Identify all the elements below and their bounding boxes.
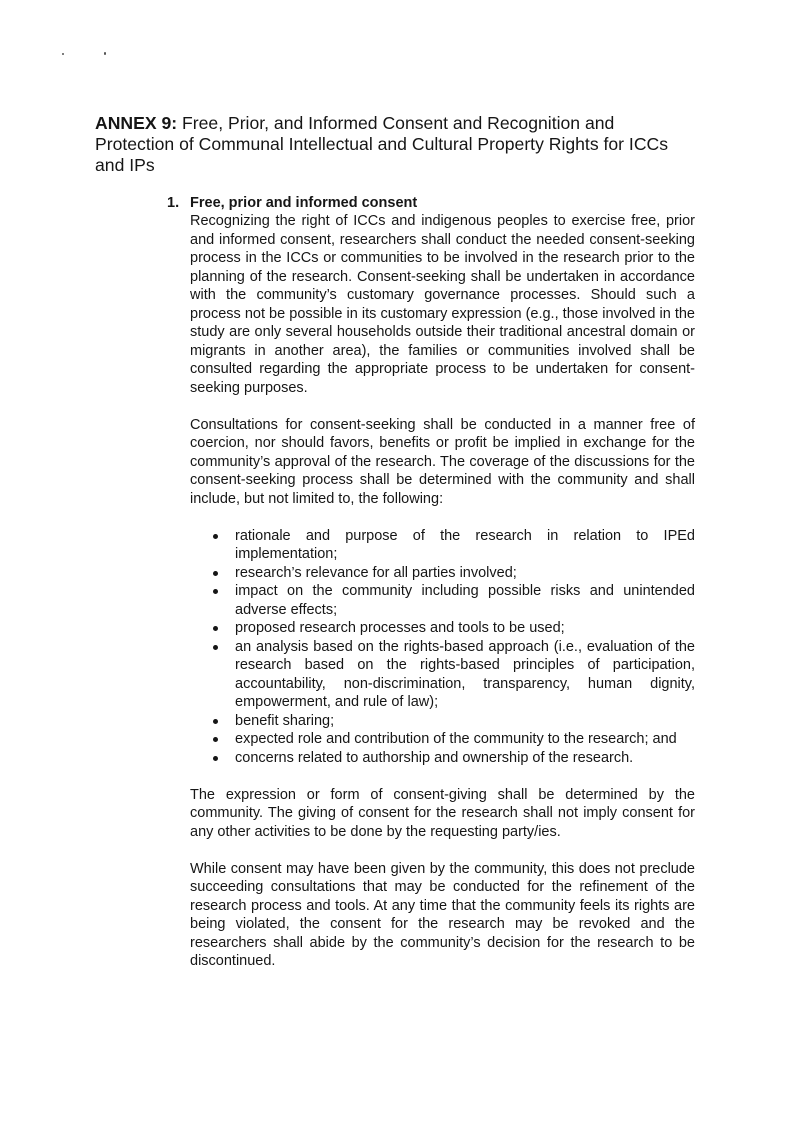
coverage-list [213,527,695,768]
bullet-icon [213,589,218,594]
section-body [190,212,695,971]
paragraph-consultations: Consultations for consent-seeking shall be conducted in a manner free of coercion, nor should favors, benefits or profit be implied in exchange for the community’s approval of the research. The coverage of the discussions for the consent-seeking process shall be determined with the community and shall include, but not limited to, the following: [190,416,695,507]
list-item: rationale and purpose of the research in relation to IPEd implementation; [213,527,695,564]
paragraph-consent-right: Recognizing the right of ICCs and indigenous peoples to exercise free, prior and informed consent, researchers shall conduct the needed consent-seeking process in the ICCs or communities to be involved in the research prior to the planning of the research. Consent-seeking shall be undertaken in accordance with the community’s customary governance processes. Should such a process not be possible in its customary expression (e.g., those involved in the study are only several households outside their traditional ancestral domain or migrants in another area), the families or communities involved shall be consulted regarding the appropriate process to be undertaken for consent-seeking purposes. [190,213,695,396]
section-heading [167,194,695,212]
scan-marks [58,46,118,60]
list-item: proposed research processes and tools to be used; [213,619,695,638]
bullet-icon [213,719,218,724]
list-item: research’s relevance for all parties involved; [213,564,695,583]
scan-speck [104,52,106,55]
section-heading-text: Free, prior and informed consent [190,195,418,211]
bullet-icon [213,571,218,576]
list-item: expected role and contribution of the community to the research; and [213,730,695,749]
list-item: concerns related to authorship and ownership of the research. [213,749,695,768]
list-item: an analysis based on the rights-based approach (i.e., evaluation of the research based on the rights-based principles of participation, accountability, non-discrimination, transparency, human dignity, empowerment, and rule of law); [213,638,695,712]
annex-title-text: Free, Prior, and Informed Consent and Recognition and Protection of Communal Intellectual and Cultural Property Rights for ICCs and IPs [95,113,669,175]
section-number: 1. [167,195,180,211]
scan-speck [62,53,64,55]
list-item: benefit sharing; [213,712,695,731]
bullet-icon [213,534,218,539]
bullet-icon [213,737,218,742]
annex-label: ANNEX 9: [95,113,178,133]
paragraph-consent-form: The expression or form of consent-giving shall be determined by the community. The giving of consent for the research shall not imply consent for any other activities to be done by the requesting party/ies. [190,786,695,840]
section-free-prior-informed-consent [167,194,695,971]
list-item: impact on the community including possible risks and unintended adverse effects; [213,582,695,619]
bullet-icon [213,626,218,631]
paragraph-consent-revocation: While consent may have been given by the community, this does not preclude succeeding consultations that may be conducted for the refinement of the research process and tools. At any time that the community feels its rights are being violated, the consent for the research may be revoked and the researchers shall abide by the community’s decision for the research to be discontinued. [190,860,695,969]
bullet-icon [213,645,218,650]
annex-title [95,113,695,176]
bullet-icon [213,756,218,761]
